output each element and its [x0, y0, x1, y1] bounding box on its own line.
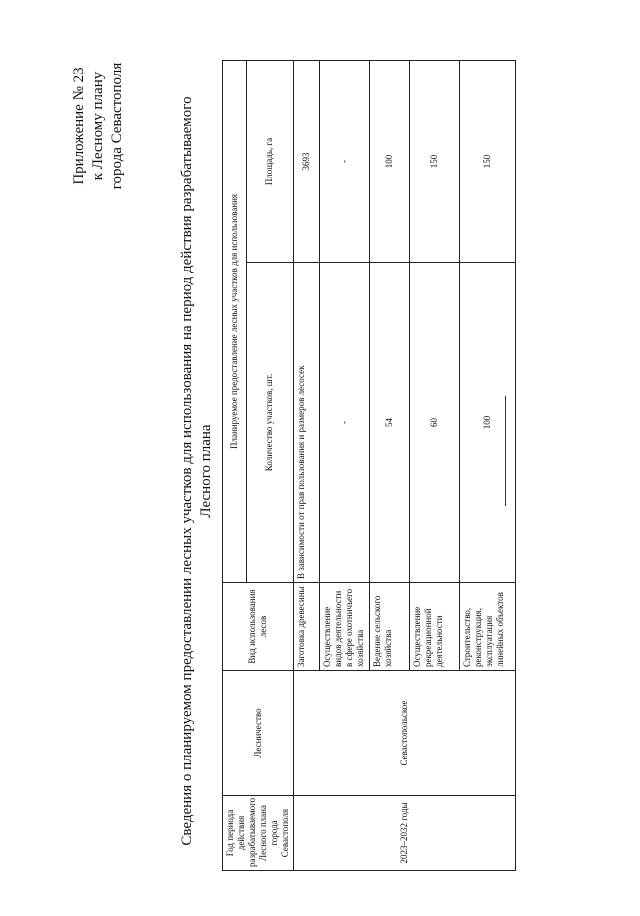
header-period: Год периода действия разрабатываемого Лесного плана города Севастополя [223, 796, 294, 871]
appendix-header [70, 26, 127, 226]
table-header-row-1 [223, 61, 247, 871]
document-title-line-1: Сведения о планируемом предоставлении лесных участков для использования на период действия разрабатываемого [179, 96, 195, 846]
use-cell: Осуществление рекреационной деятельности [410, 583, 460, 671]
forestry-cell: Севастопольское [294, 671, 516, 796]
forest-plots-table [222, 60, 516, 871]
count-cell: В зависимости от прав пользования и размеров лесосек [294, 263, 320, 583]
header-area: Площадь, га [246, 61, 293, 263]
appendix-reference: к Лесному плану [90, 71, 106, 181]
area-cell: - [320, 61, 370, 263]
appendix-city: города Севастополя [109, 62, 125, 190]
count-cell: 60 [410, 263, 460, 583]
period-cell: 2023–2032 годы [294, 796, 516, 871]
area-cell: 3693 [294, 61, 320, 263]
appendix-number: Приложение № 23 [71, 67, 87, 185]
count-cell: - [320, 263, 370, 583]
table-row [294, 61, 320, 871]
document-title [178, 66, 216, 876]
count-cell: 100 [460, 263, 516, 583]
use-cell: Ведение сельского хозяйства [370, 583, 410, 671]
document-title-line-2: Лесного плана [198, 424, 214, 518]
use-cell: Осуществление видов деятельности в сфере охотничьего хозяйства [320, 583, 370, 671]
area-cell: 100 [370, 61, 410, 263]
header-count: Количество участков, шт. [246, 263, 293, 583]
area-cell: 150 [460, 61, 516, 263]
header-use-type: Вид использования лесов [223, 583, 294, 671]
header-planned: Планируемое предоставление лесных участков для использования [223, 61, 247, 583]
end-divider-line [505, 396, 506, 506]
use-cell: Заготовка древесины [294, 583, 320, 671]
header-forestry: Лесничество [223, 671, 294, 796]
area-cell: 150 [410, 61, 460, 263]
use-cell: Строительство, реконструкция, эксплуатация линейных объектов [460, 583, 516, 671]
count-cell: 54 [370, 263, 410, 583]
